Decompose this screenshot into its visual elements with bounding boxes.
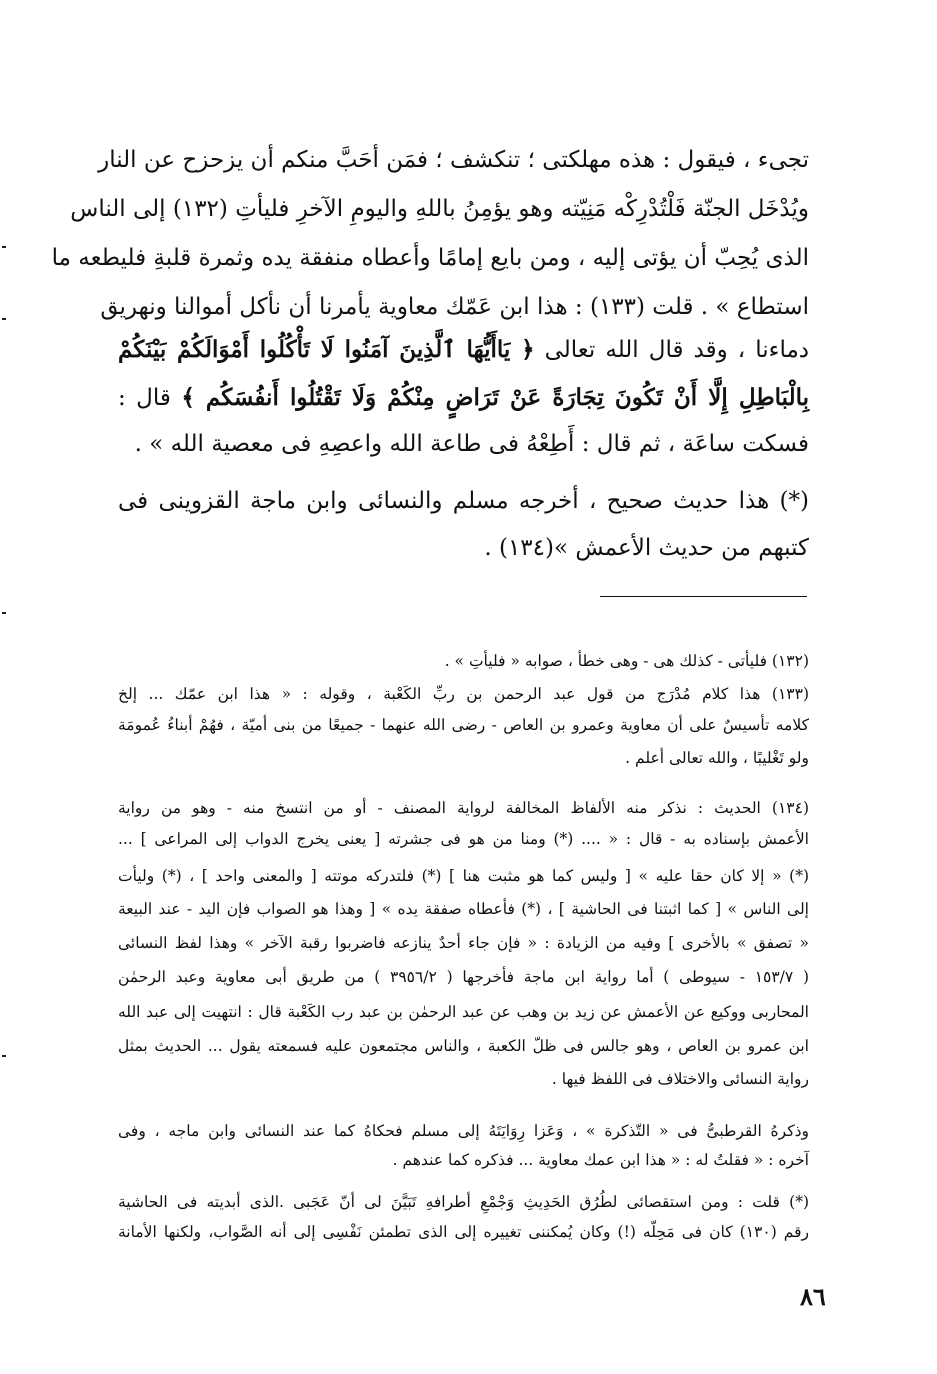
main-text-line: ويُدْخَل الجنّة فَلْتُدْرِكْه مَنِيّته وهو يؤمِنُ باللهِ واليومِ الآخرِ فليأتِ (١٣٢) إلى الناس bbox=[70, 196, 809, 222]
main-text-line: فسكت ساعَة ، ثم قال : أَطِعْهُ فى طاعة الله واعصِهِ فى معصية الله » . bbox=[134, 431, 809, 457]
footnote-separator bbox=[600, 596, 807, 597]
footnote-line: ابن عمرو بن العاص ، وهو جالس فى ظلّ الكعبة ، والناس مجتمعون عليه فسمعته يقول ... الحديث بمثل bbox=[118, 1037, 809, 1055]
scan-mark bbox=[2, 612, 6, 614]
hadith-note-line: كتبهم من حديث الأعمش »(١٣٤) . bbox=[484, 535, 809, 561]
footnote-line: المحاربى ووكيع عن الأعمش عن زيد بن وهب عن عبد الرحمٰن بن عبد رب الكَعْبة قال : انتهيت إلى عبد الله bbox=[118, 1003, 809, 1021]
scan-mark bbox=[2, 1055, 6, 1057]
footnote-line: إلى الناس » [ كما اثبتنا فى الحاشية ] ، (*) فأعطاه صفقة يده » [ وهذا هو الصواب فإن اليد - عند البيعة bbox=[118, 900, 809, 918]
main-text-line: تجىء ، فيقول : هذه مهلكتى ؛ تنكشف ؛ فمَن أحَبَّ منكم أن يزحزح عن النار bbox=[98, 147, 809, 173]
footnote-line: رواية النسائى والاختلاف فى اللفظ فيها . bbox=[551, 1070, 809, 1088]
footnote-line: (*) « إلا كان حقا عليه » [ وليس كما هو مثبت هنا ] (*) فلتدركه موتته [ والمعنى واحد ] ، (*) وليأت bbox=[118, 867, 809, 885]
quran-intro: دماءنا ، وقد قال الله تعالى bbox=[544, 337, 810, 363]
quran-verse: ﴿ يَاأَيُّهَا ٱلَّذِينَ آمَنُوا لَا تَأْكُلُوا أَمْوَالَكُمْ بَيْنَكُمْ bbox=[118, 336, 535, 363]
footnote-line: وذكرهُ القرطبىُّ فى « التّذكرة » ، وَعَزا رِوَايَتَهُ إلى مسلم فحكاهُ كما عند النسائى وابن ماجه ، وفى bbox=[118, 1122, 809, 1140]
page-number: ٨٦ bbox=[800, 1282, 826, 1311]
footnote-line: ولو تَغْليبًا ، والله تعالى أعلم . bbox=[625, 749, 809, 767]
main-text-line: الذى يُحِبّ أن يؤتى إليه ، ومن بايع إمامًا وأعطاه منفقة يده وثمرة قلبةِ فليطعه ما bbox=[51, 245, 809, 271]
quran-outro: قال : bbox=[118, 385, 171, 411]
quran-line bbox=[118, 330, 809, 374]
scan-mark bbox=[2, 246, 6, 248]
footnote-line: آخره : « فقلتُ له : « هذا ابن عمك معاوية ... فذكره كما عندهم . bbox=[392, 1151, 809, 1169]
footnote-line: (١٣٣) هذا كلام مُدْرَج من قول عبد الرحمن بن ربِّ الكَعْبة ، وقوله : « هذا ابن عمّك ... إلخ bbox=[118, 685, 809, 703]
quran-verse: بِالْبَاطِلِ إِلَّا أَنْ تَكُونَ تِجَارَةً عَنْ تَرَاضٍ مِنْكُمْ وَلَا تَقْتُلُوا أَنفُسَكُم ﴾ bbox=[181, 384, 810, 411]
footnote-line: كلامه تأسيسٌ على أن معاوية وعمرو بن العاص - رضى الله عنهما - جميعًا من بنى أميّة ، فهُمْ أبناءُ عُمومَة bbox=[118, 716, 809, 734]
footnote-line: ( ١٥٣/٧ - سيوطى ) أما رواية ابن ماجة فأخرجها ( ٣٩٥٦/٢ ) من طريق أبى معاوية وعبد الرحمٰن bbox=[118, 968, 809, 986]
hadith-note-line: (*) هذا حديث صحيح ، أخرجه مسلم والنسائى وابن ماجة القزوينى فى bbox=[118, 488, 809, 514]
footnote-line: رقم (١٣٠) كان فى مَحِلّه (!) وكان يُمكننى تغييره إلى الذى تطمئن نَفْسِى إلى أنه الصَّواب، ولكنها الأمانة bbox=[118, 1223, 810, 1241]
footnote-line: (*) قلت : ومن استقصائى لطُرُق الحَدِيثِ وَجْمْعِ أطرافهِ تَبَيَّنَ لى أنّ عَجَبى .الذى أبديته فى الحاشية bbox=[118, 1193, 809, 1211]
footnote-line: (١٣٢) فليأتى - كذلك هى - وهى خطأ ، صوابه « فليأتِ » . bbox=[444, 652, 809, 670]
quran-line bbox=[118, 378, 809, 422]
footnote-line: « تصفق » بالأخرى ] وفيه من الزيادة : « فإن جاء أحدٌ ينازعه فاضربوا رقبة الآخر » وهذا لفظ النسائى bbox=[118, 934, 809, 952]
footnote-line: الأعمش بإسناده به - قال : « .... (*) ومنا من هو فى جشرته [ يعنى يخرج الدواب إلى المراعى ] ... bbox=[118, 830, 809, 848]
scan-mark bbox=[2, 318, 6, 320]
main-text-line: استطاع » . قلت (١٣٣) : هذا ابن عَمّك معاوية يأمرنا أن نأكل أموالنا ونهريق bbox=[100, 294, 809, 320]
footnote-line: (١٣٤) الحديث : نذكر منه الألفاظ المخالفة لرواية المصنف - أو من انتسخ منه - وهو من رواية bbox=[118, 799, 809, 817]
